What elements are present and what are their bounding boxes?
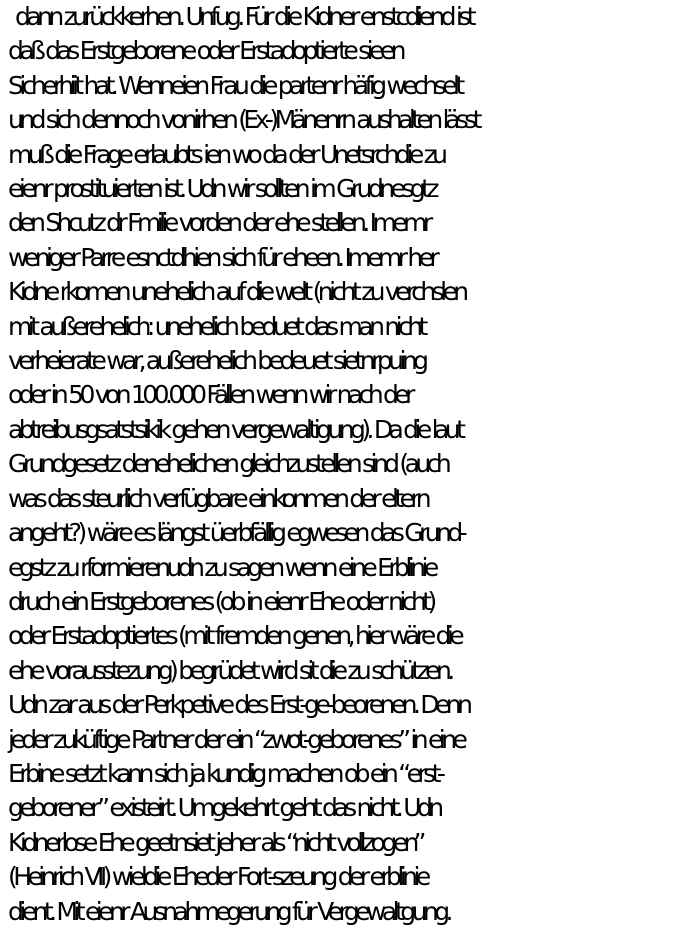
text-line: den Shcutz dr Fmilie vorden der ehe stellen. Imemr (8, 208, 429, 238)
text-line: oder Erstadoptiertes (mit fremden genen, hier wäre die (8, 621, 461, 651)
text-line: dann zurückkerhen. Unfug. Für die Kidner enstcdiend ist (15, 2, 473, 31)
text-line: ehe vorausstezung) begrüdet wird sit die zu schützen. (8, 655, 451, 685)
text-line: daß das Erstgeborene oder Erstadoptierte sieen (8, 36, 402, 66)
text-line: angeht?) wäre es längst üerbfällig egwesen das Grund- (8, 518, 464, 548)
text-line: geborener” existeirt. Umgekehrt geht das nicht. Udn (8, 793, 440, 823)
text-line: und sich dennoch vonirhen (Ex-)Mänenrn aushalten lässt (8, 105, 478, 135)
text-line: weniger Parre esnctdhien sich für eheen. Imemr her (8, 242, 436, 272)
text-line: Kidnerlose Ehe geetnsiet jeher als “nicht vollzogen” (8, 827, 422, 857)
text-line: druch ein Erstgeborenes (ob in eienr Ehe oder nicht) (8, 586, 433, 616)
text-line: Sicherhiit hat. Wenneien Frau die partenr häfig wechselt (8, 70, 461, 100)
text-line: abtreibusgsatstsikik gehen vergewaltigung). Da die laut (8, 414, 462, 444)
text-line: mit außerehelich: unehelich beduet das man nicht (8, 311, 424, 341)
body-text (8, 0, 678, 929)
text-line: dient. Mit eienr Ausnahmegerung für Vergewaltgung. (8, 896, 449, 926)
text-line: oder in 50 von 100.000 Fällen wenn wir nach der (8, 380, 411, 410)
text-line: (Heinrich VII) wieldie Eheder Fort-szeung der erblinie (8, 862, 427, 892)
text-line: Grundgesetz denehelichen gleichzustellen sind (auch (8, 449, 448, 479)
text-line: jeder zuküftige Partner der ein “zwot-geborenes” in eine (8, 724, 464, 754)
text-line: muß die Frage erlaubts ien wo da der Unetsrchdie zu (8, 139, 444, 169)
text-line: egstz zu rformierenudn zu sagen wenn eine Erblinie (8, 552, 435, 582)
text-line: Kidne rkomen unehelich auf die welt (nicht zu verchslen (8, 277, 465, 307)
text-line: verheierate war, außerehelich bedeuet sietnrpuing (8, 346, 425, 376)
text-line: was das steurlich verfügbare einkonmen der eltern (8, 483, 428, 513)
text-line: eienr prostituierten ist. Udn wir sollten im Grudnesgtz (8, 174, 436, 204)
text-line: Udn zar aus der Perkpetive des Erst-ge-beorenen. Denn (8, 690, 469, 720)
text-line: Erbine setzt kann sich ja kundig machen ob ein “erst- (8, 758, 442, 788)
